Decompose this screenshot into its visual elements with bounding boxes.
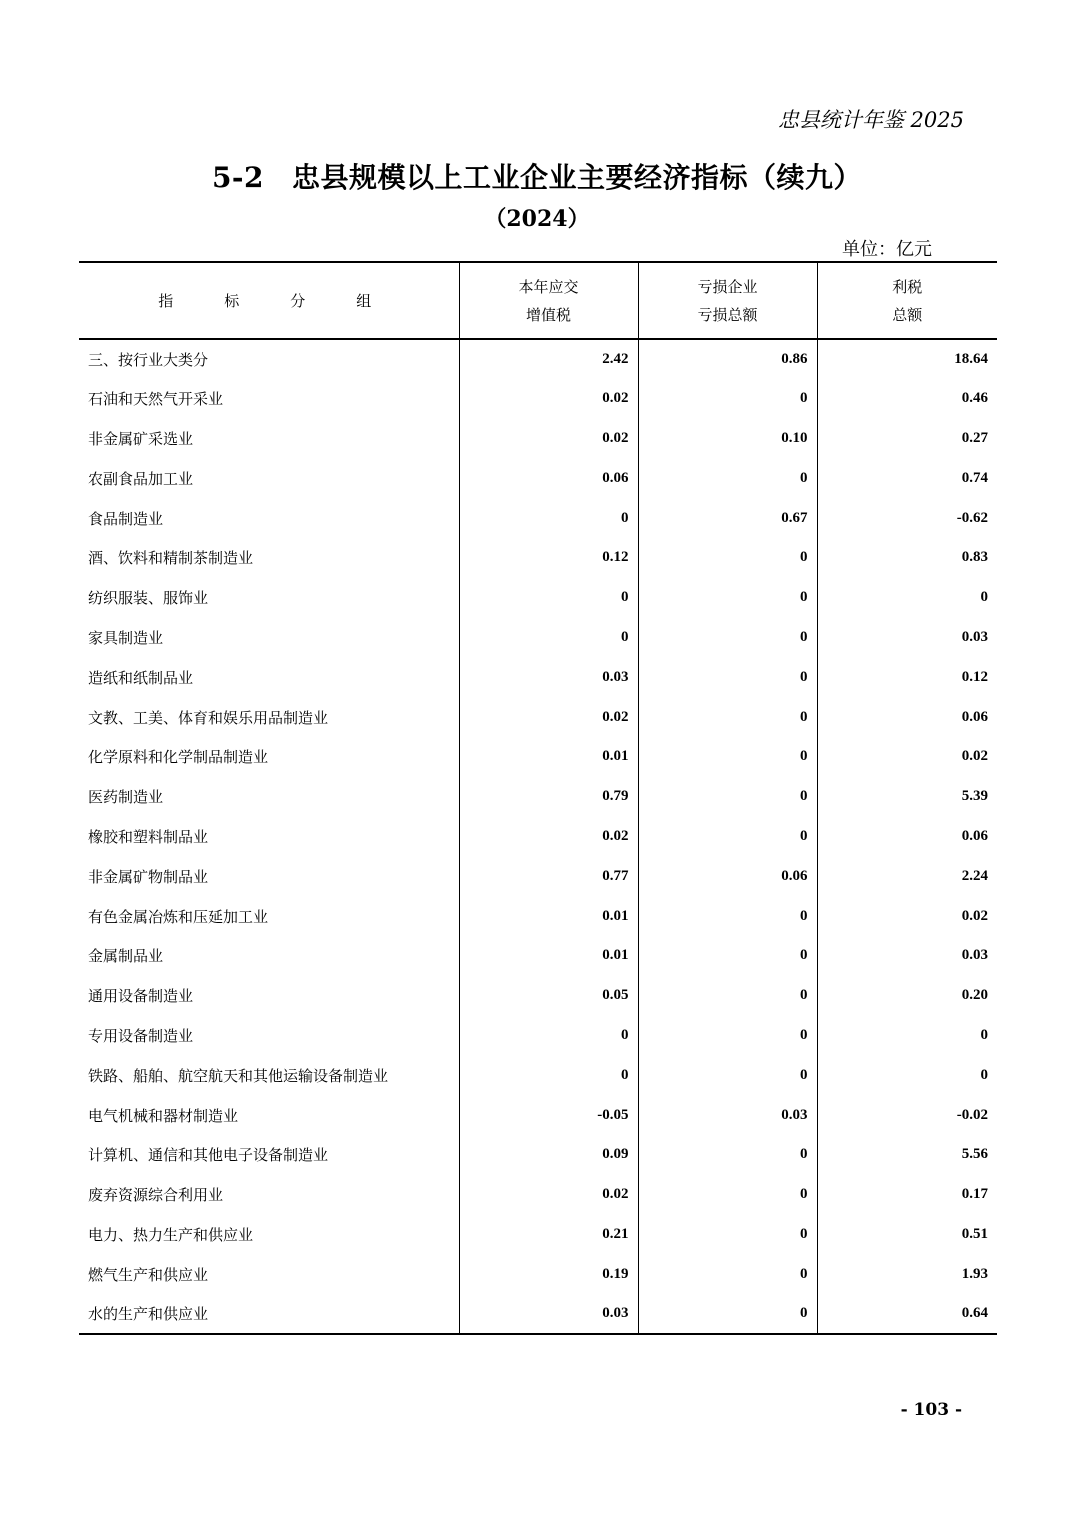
profit-tax-value: 5.39 (817, 777, 997, 817)
row-label: 农副食品加工业 (88, 469, 194, 488)
profit-tax-value: 0.64 (817, 1294, 997, 1334)
table-row (79, 498, 997, 538)
row-label: 家具制造业 (88, 628, 164, 647)
profit-tax-value: 0 (817, 1055, 997, 1095)
loss-value: 0 (638, 1055, 817, 1095)
vat-value: 0.01 (459, 896, 638, 936)
loss-value: 0 (638, 458, 817, 498)
profit-tax-value: 0.02 (817, 896, 997, 936)
profit-tax-value: 0.46 (817, 379, 997, 419)
vat-value: 0.77 (459, 856, 638, 896)
row-label: 铁路、船舶、航空航天和其他运输设备制造业 (88, 1066, 389, 1085)
profit-tax-value: 0.20 (817, 976, 997, 1016)
table-row (79, 458, 997, 498)
loss-value: 0 (638, 936, 817, 976)
vat-value: 0.02 (459, 1175, 638, 1215)
profit-tax-value: 0.51 (817, 1215, 997, 1255)
table-row (79, 657, 997, 697)
vat-value: 0.19 (459, 1254, 638, 1294)
column-header-vat: 本年应交 增值税 (459, 262, 638, 339)
row-label: 医药制造业 (88, 788, 164, 807)
loss-value: 0.03 (638, 1095, 817, 1135)
column-header-group: 指 标 分 组 (79, 262, 459, 339)
profit-tax-value: 0.83 (817, 538, 997, 578)
vat-value: 0.03 (459, 657, 638, 697)
loss-value: 0 (638, 737, 817, 777)
row-label: 非金属矿物制品业 (88, 867, 209, 886)
loss-value: 0 (638, 1175, 817, 1215)
row-label: 橡胶和塑料制品业 (88, 827, 209, 846)
loss-value: 0 (638, 1016, 817, 1056)
table-row (79, 1095, 997, 1135)
table-row (79, 1055, 997, 1095)
table-row (79, 339, 997, 379)
loss-value: 0 (638, 1215, 817, 1255)
table-row (79, 379, 997, 419)
row-label: 纺织服装、服饰业 (88, 589, 209, 608)
vat-value: 0 (459, 498, 638, 538)
table-row (79, 817, 997, 857)
vat-value: 0.02 (459, 817, 638, 857)
profit-tax-value: -0.62 (817, 498, 997, 538)
vat-value: 0.02 (459, 379, 638, 419)
table-row (79, 737, 997, 777)
vat-value: 0.21 (459, 1215, 638, 1255)
loss-value: 0 (638, 618, 817, 658)
loss-value: 0 (638, 1135, 817, 1175)
row-label: 酒、饮料和精制茶制造业 (88, 549, 254, 568)
profit-tax-value: 0.06 (817, 697, 997, 737)
loss-value: 0 (638, 976, 817, 1016)
profit-tax-value: 0.17 (817, 1175, 997, 1215)
row-label: 造纸和纸制品业 (88, 668, 194, 687)
row-label: 化学原料和化学制品制造业 (88, 748, 269, 767)
table-row (79, 618, 997, 658)
table-row (79, 1016, 997, 1056)
vat-value: 0.79 (459, 777, 638, 817)
table-row (79, 578, 997, 618)
row-label: 石油和天然气开采业 (88, 390, 224, 409)
row-label: 有色金属冶炼和压延加工业 (88, 907, 269, 926)
column-header-loss: 亏损企业 亏损总额 (638, 262, 817, 339)
vat-value: 0.02 (459, 419, 638, 459)
table-row (79, 777, 997, 817)
row-label: 废弃资源综合利用业 (88, 1186, 224, 1205)
row-label: 通用设备制造业 (88, 987, 194, 1006)
row-label: 金属制品业 (88, 947, 164, 966)
loss-value: 0 (638, 896, 817, 936)
table-header (79, 262, 997, 339)
vat-value: 0.12 (459, 538, 638, 578)
row-label: 计算机、通信和其他电子设备制造业 (88, 1146, 329, 1165)
loss-value: 0 (638, 777, 817, 817)
unit-label: 单位：亿元 (842, 239, 932, 260)
table-row (79, 1135, 997, 1175)
page-number: - 103 - (900, 1400, 962, 1420)
running-head: 忠县统计年鉴 2025 (777, 108, 964, 132)
table-row (79, 896, 997, 936)
row-label: 专用设备制造业 (88, 1026, 194, 1045)
vat-value: -0.05 (459, 1095, 638, 1135)
loss-value: 0 (638, 1294, 817, 1334)
table-row (79, 936, 997, 976)
loss-value: 0.10 (638, 419, 817, 459)
profit-tax-value: 5.56 (817, 1135, 997, 1175)
row-label: 文教、工美、体育和娱乐用品制造业 (88, 708, 329, 727)
loss-value: 0 (638, 578, 817, 618)
vat-value: 0.09 (459, 1135, 638, 1175)
vat-value: 0.02 (459, 697, 638, 737)
profit-tax-value: 0 (817, 578, 997, 618)
loss-value: 0.06 (638, 856, 817, 896)
loss-value: 0 (638, 657, 817, 697)
profit-tax-value: 0.74 (817, 458, 997, 498)
table-row (79, 856, 997, 896)
row-label: 电力、热力生产和供应业 (88, 1225, 254, 1244)
column-header-profit-tax: 利税 总额 (817, 262, 997, 339)
profit-tax-value: 0.12 (817, 657, 997, 697)
table-row (79, 1175, 997, 1215)
table-body (79, 339, 997, 1334)
page-title (0, 156, 1074, 196)
row-label: 三、按行业大类分 (88, 350, 209, 369)
loss-value: 0 (638, 1254, 817, 1294)
row-label: 非金属矿采选业 (88, 429, 194, 448)
profit-tax-value: 2.24 (817, 856, 997, 896)
vat-value: 0.06 (459, 458, 638, 498)
data-table-container (79, 261, 997, 1335)
vat-value: 0.03 (459, 1294, 638, 1334)
loss-value: 0.67 (638, 498, 817, 538)
loss-value: 0 (638, 697, 817, 737)
row-label: 电气机械和器材制造业 (88, 1106, 239, 1125)
table-row (79, 976, 997, 1016)
data-table (79, 261, 997, 1335)
table-row (79, 697, 997, 737)
loss-value: 0 (638, 379, 817, 419)
profit-tax-value: 0 (817, 1016, 997, 1056)
row-label: 燃气生产和供应业 (88, 1265, 209, 1284)
loss-value: 0.86 (638, 339, 817, 379)
vat-value: 2.42 (459, 339, 638, 379)
table-row (79, 538, 997, 578)
table-row (79, 419, 997, 459)
loss-value: 0 (638, 538, 817, 578)
profit-tax-value: 0.03 (817, 936, 997, 976)
profit-tax-value: 1.93 (817, 1254, 997, 1294)
loss-value: 0 (638, 817, 817, 857)
vat-value: 0.01 (459, 737, 638, 777)
vat-value: 0 (459, 618, 638, 658)
vat-value: 0 (459, 1055, 638, 1095)
vat-value: 0 (459, 1016, 638, 1056)
title-text: 忠县规模以上工业企业主要经济指标（续九） (292, 161, 863, 194)
profit-tax-value: 0.06 (817, 817, 997, 857)
vat-value: 0 (459, 578, 638, 618)
vat-value: 0.05 (459, 976, 638, 1016)
page-subtitle: （2024） (484, 206, 590, 232)
title-number: 5-2 (211, 161, 265, 194)
profit-tax-value: -0.02 (817, 1095, 997, 1135)
table-row (79, 1294, 997, 1334)
row-label: 水的生产和供应业 (79, 1294, 459, 1334)
row-label: 食品制造业 (88, 509, 164, 528)
table-row (79, 1254, 997, 1294)
profit-tax-value: 18.64 (817, 339, 997, 379)
profit-tax-value: 0.03 (817, 618, 997, 658)
vat-value: 0.01 (459, 936, 638, 976)
table-row (79, 1215, 997, 1255)
profit-tax-value: 0.02 (817, 737, 997, 777)
profit-tax-value: 0.27 (817, 419, 997, 459)
